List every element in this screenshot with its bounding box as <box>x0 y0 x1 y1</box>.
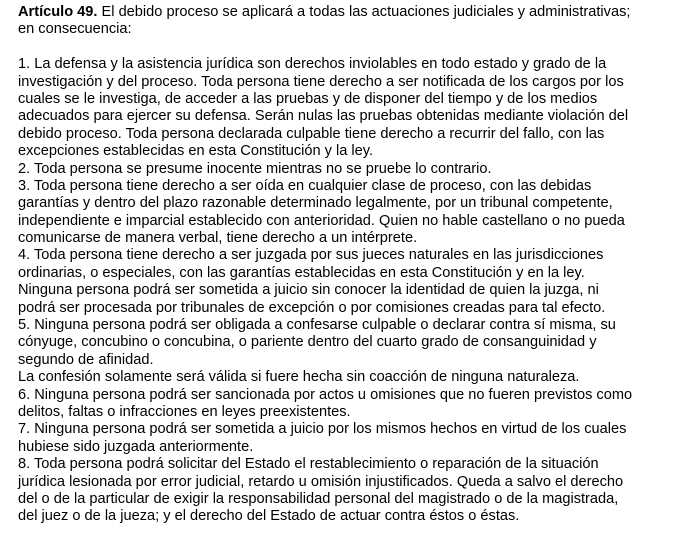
article-document <box>18 4 680 526</box>
article-text-line: 6. Ninguna persona podrá ser sancionada por actos u omisiones que no fueren previstos como <box>18 386 633 403</box>
article-intro-line-2: en consecuencia: <box>18 21 132 38</box>
article-text-line: cuales se le investiga, de acceder a las pruebas y de disponer del tiempo y de los medios <box>18 90 598 107</box>
article-text-line: 7. Ninguna persona podrá ser sometida a juicio por los mismos hechos en virtud de los cuales <box>18 421 627 438</box>
article-text-line: 8. Toda persona podrá solicitar del Estado el restablecimiento o reparación de la situación <box>18 456 599 473</box>
article-text-line: segundo de afinidad. <box>18 351 154 368</box>
article-text-line: excepciones establecidas en esta Constitución y la ley. <box>18 143 374 160</box>
article-text-line: 2. Toda persona se presume inocente mientras no se pruebe lo contrario. <box>18 160 492 177</box>
article-text-line: hubiese sido juzgada anteriormente. <box>18 438 254 455</box>
article-text-line: 1. La defensa y la asistencia jurídica son derechos inviolables en todo estado y grado de la <box>18 56 607 73</box>
article-text-line: La confesión solamente será válida si fuere hecha sin coacción de ninguna naturaleza. <box>18 369 580 386</box>
article-text-line: comunicarse de manera verbal, tiene derecho a un intérprete. <box>18 230 418 247</box>
article-text-line: del juez o de la jueza; y el derecho del Estado de actuar contra éstos o éstas. <box>18 508 520 525</box>
article-text-line: 4. Toda persona tiene derecho a ser juzgada por sus jueces naturales en las jurisdicciones <box>18 247 604 264</box>
article-text-line: cónyuge, concubino o concubina, o pariente dentro del cuarto grado de consanguinidad y <box>18 334 597 351</box>
paragraph-spacer <box>18 39 680 56</box>
article-text-line: del o de la particular de exigir la responsabilidad personal del magistrado o de la magistrada, <box>18 490 619 507</box>
article-text-line: delitos, faltas o infracciones en leyes preexistentes. <box>18 403 351 420</box>
article-text-line: adecuados para ejercer su defensa. Serán nulas las pruebas obtenidas mediante violación del <box>18 108 629 125</box>
article-body <box>18 56 680 526</box>
article-text-line: independiente e imparcial establecido con anterioridad. Quien no hable castellano o no pueda <box>18 212 625 229</box>
article-text-line: 3. Toda persona tiene derecho a ser oída en cualquier clase de proceso, con las debidas <box>18 177 592 194</box>
article-text-line: podrá ser procesada por tribunales de excepción o por comisiones creadas para tal efecto. <box>18 299 606 316</box>
article-text-line: ordinarias, o especiales, con las garantías establecidas en esta Constitución y en la ley. <box>18 264 585 281</box>
article-intro-line-1 <box>18 4 680 21</box>
article-text-line: debido proceso. Toda persona declarada culpable tiene derecho a recurrir del fallo, con las <box>18 125 605 142</box>
article-text-line: Ninguna persona podrá ser sometida a juicio sin conocer la identidad de quien la juzga, ni <box>18 282 599 299</box>
article-heading: Artículo 49. <box>18 4 98 20</box>
article-text-line: 5. Ninguna persona podrá ser obligada a confesarse culpable o declarar contra sí misma, su <box>18 317 616 334</box>
article-text-line: garantías y dentro del plazo razonable determinado legalmente, por un tribunal competente, <box>18 195 613 212</box>
article-text-line: jurídica lesionada por error judicial, retardo u omisión injustificados. Queda a salvo el derecho <box>18 473 624 490</box>
article-text-line: investigación y del proceso. Toda persona tiene derecho a ser notificada de los cargos por los <box>18 73 624 90</box>
article-intro-text: El debido proceso se aplicará a todas las actuaciones judiciales y administrativas; <box>97 4 631 20</box>
